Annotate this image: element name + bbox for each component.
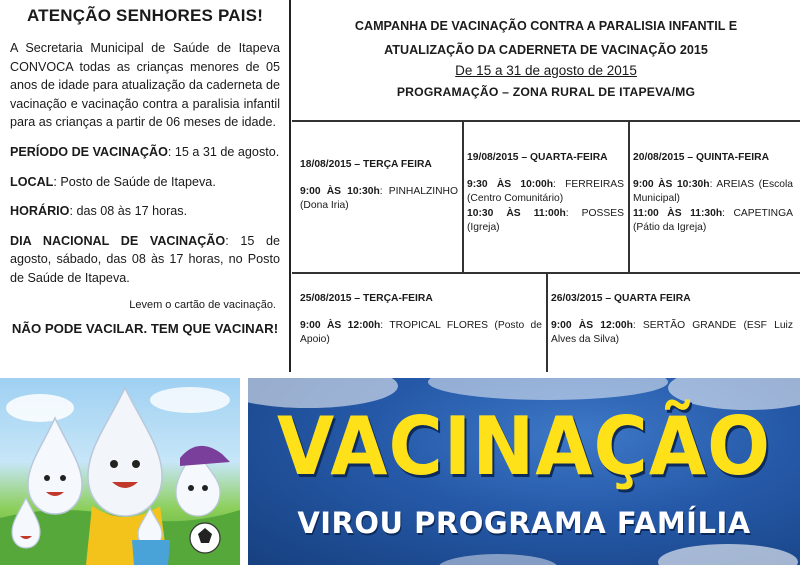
notice-national-day: [10, 232, 280, 288]
entry-time: 9:30 ÀS 10:00h: [467, 179, 553, 191]
schedule-entry: [300, 319, 542, 346]
schedule-cell-2: [467, 151, 624, 236]
cell-date: 19/08/2015 – QUARTA-FEIRA: [467, 152, 608, 163]
schedule-entry: [300, 185, 458, 212]
schedule-entry: [633, 207, 793, 234]
notice-period: [10, 143, 280, 162]
campaign-title-line2: ATUALIZAÇÃO DA CADERNETA DE VACINAÇÃO 2015: [384, 43, 708, 57]
ze-gotinha-family-icon: [0, 378, 240, 565]
entry-place: : SERTÃO GRANDE (ESF Luiz Alves da Silva): [551, 320, 793, 345]
mascot-illustration: [0, 378, 240, 565]
campaign-title: [292, 14, 800, 62]
campaign-title-line1: CAMPANHA DE VACINAÇÃO CONTRA A PARALISIA INFANTIL E: [354, 19, 738, 33]
location-label: LOCAL: [10, 174, 54, 189]
schedule-entry: [551, 319, 793, 346]
entry-place: : TROPICAL FLORES (Posto de Apoio): [300, 320, 542, 345]
entry-time: 9:00 ÀS 12:00h: [300, 320, 381, 332]
cell-date: 26/03/2015 – QUARTA FEIRA: [551, 293, 691, 304]
program-heading: PROGRAMAÇÃO – ZONA RURAL DE ITAPEVA/MG: [396, 85, 696, 99]
notice-location: [10, 173, 280, 192]
grid-line-top: [292, 120, 800, 122]
schedule-entry: [467, 207, 624, 234]
entry-place: : POSSES (Igreja): [467, 208, 625, 233]
hours-label: HORÁRIO: [10, 204, 70, 219]
entry-time: 9:00 ÀS 10:30h: [633, 179, 710, 191]
notice-intro: A Secretaria Municipal de Saúde de Itapeva CONVOCA todas as crianças menores de 05 anos de idade para atualização da caderneta de vacinação e vacinação contra a paralisia infantil para as crianças a partir de 06 meses de idade.: [10, 41, 280, 130]
cell-date: 18/08/2015 – TERÇA FEIRA: [300, 159, 432, 170]
vaccination-banner: [248, 378, 800, 565]
schedule-cell-5: [551, 292, 793, 348]
entry-time: 9:00 ÀS 10:30h: [300, 186, 380, 198]
period-label: PERÍODO DE VACINAÇÃO: [10, 144, 168, 159]
entry-time: 11:00 ÀS 11:30h: [633, 208, 723, 220]
grid-line-col1: [462, 120, 464, 272]
schedule-entry: [467, 178, 624, 205]
slogan: NÃO PODE VACILAR. TEM QUE VACINAR!: [11, 320, 279, 336]
national-day-value: : 15 de agosto, sábado, das 08 às 17 horas, no Posto de Saúde de Itapeva.: [10, 233, 280, 285]
schedule-cell-3: [633, 151, 793, 236]
notice-hours: [10, 202, 280, 221]
entry-time: 9:00 ÀS 12:00h: [551, 320, 633, 332]
notice-title: ATENÇÃO SENHORES PAIS!: [26, 6, 264, 25]
schedule-cell-4: [300, 292, 542, 348]
grid-line-col-bottom: [546, 272, 548, 372]
national-day-label: DIA NACIONAL DE VACINAÇÃO: [10, 233, 226, 248]
entry-place: : CAPETINGA (Pátio da Igreja): [633, 208, 793, 233]
card-reminder: Levem o cartão de vacinação.: [129, 298, 276, 311]
schedule-entry: [633, 178, 793, 205]
schedule-cell-1: [300, 158, 458, 214]
grid-line-col2: [628, 120, 630, 272]
entry-place: : AREIAS (Escola Municipal): [633, 179, 794, 204]
campaign-dates: De 15 a 31 de agosto de 2015: [455, 63, 637, 78]
cell-date: 25/08/2015 – TERÇA-FEIRA: [300, 293, 433, 304]
entry-time: 10:30 ÀS 11:00h: [467, 208, 566, 220]
parents-notice: [0, 0, 288, 372]
cell-date: 20/08/2015 – QUINTA-FEIRA: [633, 152, 770, 163]
entry-place: : FERREIRAS (Centro Comunitário): [467, 179, 624, 204]
banner-headline: VACINAÇÃO: [276, 400, 772, 494]
period-value: : 15 a 31 de agosto.: [167, 144, 280, 159]
location-value: : Posto de Saúde de Itapeva.: [53, 174, 216, 189]
vaccination-schedule: [292, 0, 800, 372]
entry-place: : PINHALZINHO (Dona Iria): [300, 186, 458, 211]
panel-divider: [289, 0, 291, 372]
banner-subheadline: VIROU PROGRAMA FAMÍLIA: [297, 506, 751, 540]
hours-value: : das 08 às 17 horas.: [69, 204, 188, 219]
